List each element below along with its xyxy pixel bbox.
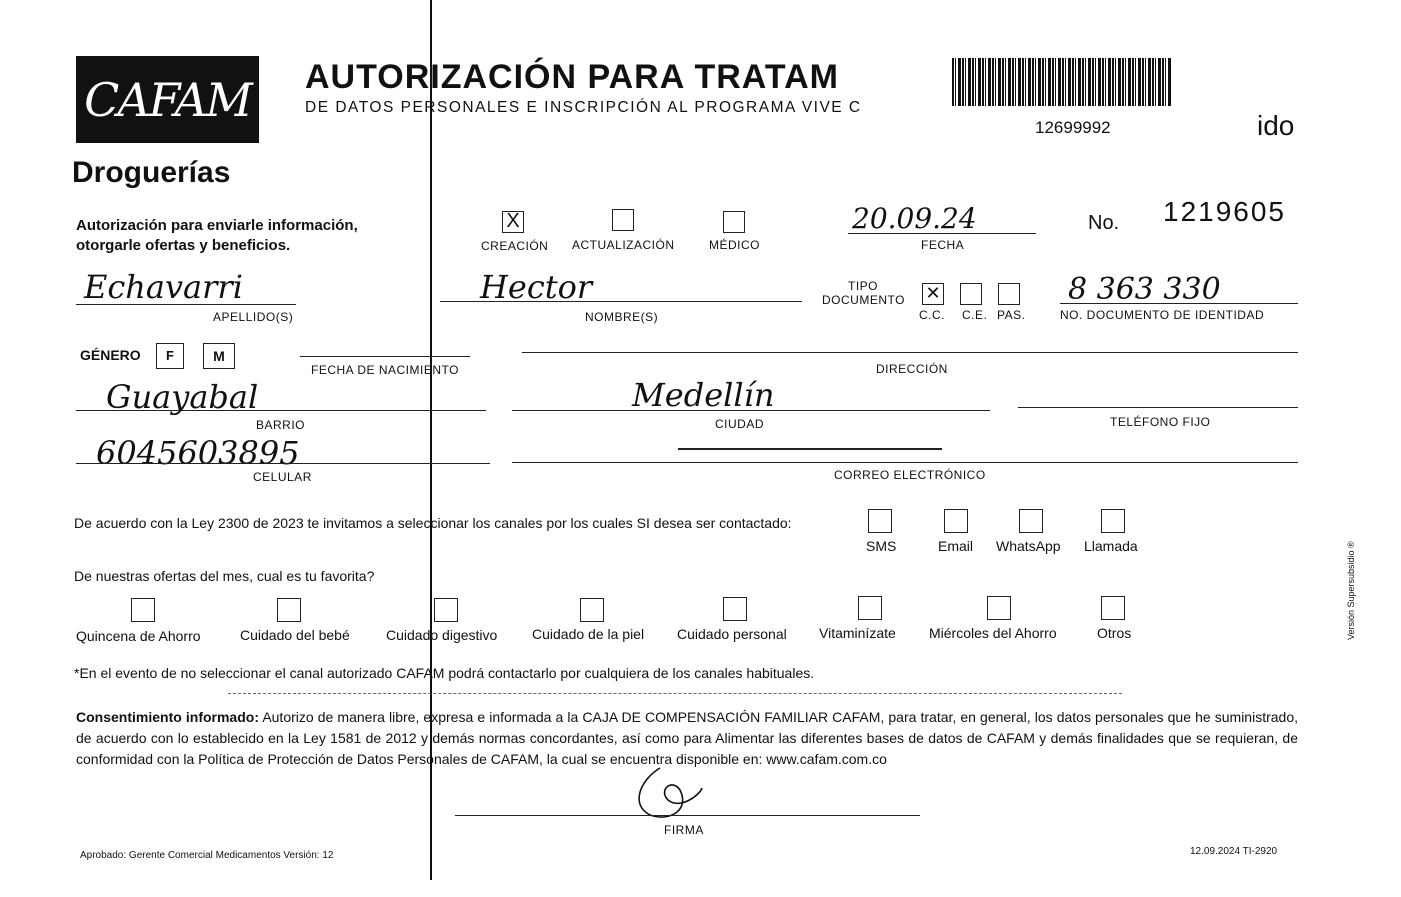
offer-digestivo-label: Cuidado digestivo <box>386 627 498 643</box>
offer-piel-checkbox[interactable] <box>580 598 604 622</box>
ciudad-value[interactable]: Medellín <box>632 376 775 414</box>
doc-number-label: NO. DOCUMENTO DE IDENTIDAD <box>1060 308 1265 322</box>
corner-text: ido <box>1257 110 1295 141</box>
creacion-checkbox[interactable] <box>502 211 524 233</box>
offer-vitaminizate-label: Vitaminízate <box>819 625 896 641</box>
email-label: Email <box>938 538 974 554</box>
consent-label: Consentimiento informado: <box>76 709 259 725</box>
offer-otros-checkbox[interactable] <box>1101 596 1125 620</box>
cc-checkbox[interactable]: ✕ <box>922 283 944 305</box>
sms-checkbox[interactable] <box>868 509 892 533</box>
signature-mark <box>620 760 720 830</box>
llamada-label: Llamada <box>1084 538 1138 554</box>
celular-label: CELULAR <box>253 470 312 484</box>
ciudad-label: CIUDAD <box>715 417 765 431</box>
intro-line1: Autorización para enviarle información, <box>76 217 358 234</box>
checkmark: X <box>506 210 520 232</box>
tipo-label: TIPO <box>848 279 879 293</box>
offer-bebe-checkbox[interactable] <box>277 598 301 622</box>
pas-checkbox[interactable] <box>998 283 1020 305</box>
form-subtitle: DE DATOS PERSONALES E INSCRIPCIÓN AL PROGRAMA VIVE C <box>305 99 862 116</box>
ce-checkbox[interactable] <box>960 283 982 305</box>
side-text: Versión Supersubsidio ® <box>1346 541 1356 640</box>
genero-m-checkbox[interactable] <box>203 343 235 369</box>
ciudad-line <box>512 410 990 411</box>
ce-label: C.E. <box>962 308 988 322</box>
intro-line2: otorgarle ofertas y beneficios. <box>76 237 291 254</box>
offer-quincena-checkbox[interactable] <box>131 598 155 622</box>
pas-label: PAS. <box>997 308 1026 322</box>
offer-miercoles-checkbox[interactable] <box>987 596 1011 620</box>
date-value[interactable]: 20.09.24 <box>852 202 977 235</box>
nacimiento-label: FECHA DE NACIMIENTO <box>311 363 459 377</box>
offer-personal-checkbox[interactable] <box>723 597 747 621</box>
correo-line <box>512 462 1298 463</box>
direccion-line <box>522 352 1298 353</box>
offer-quincena-label: Quincena de Ahorro <box>76 628 201 644</box>
direccion-label: DIRECCIÓN <box>876 362 948 376</box>
offer-bebe-label: Cuidado del bebé <box>240 627 350 643</box>
offers-question: De nuestras ofertas del mes, cual es tu favorita? <box>74 568 375 584</box>
creacion-label: CREACIÓN <box>481 239 549 253</box>
barcode-number: 12699992 <box>1035 118 1111 137</box>
signature-label: FIRMA <box>664 823 704 837</box>
offer-piel-label: Cuidado de la piel <box>532 626 645 642</box>
form-title: AUTORIZACIÓN PARA TRATAM <box>305 58 839 96</box>
apellidos-line <box>76 304 296 305</box>
apellidos-value[interactable]: Echavarri <box>84 268 243 306</box>
intro-text <box>76 216 358 256</box>
footnote: *En el evento de no seleccionar el canal autorizado CAFAM podrá contactarlo por cualquiera de los canales habituales. <box>74 665 815 681</box>
signature-line <box>455 815 920 816</box>
genero-f-checkbox[interactable] <box>156 343 184 369</box>
date-label: FECHA <box>921 238 965 252</box>
correo-label: CORREO ELECTRÓNICO <box>834 468 986 482</box>
barrio-label: BARRIO <box>256 418 306 432</box>
barrio-value[interactable]: Guayabal <box>106 378 259 416</box>
correo-mark <box>678 448 942 450</box>
celular-line <box>76 463 490 464</box>
whatsapp-label: WhatsApp <box>996 538 1061 554</box>
telefono-label: TELÉFONO FIJO <box>1110 415 1211 429</box>
actualizacion-label: ACTUALIZACIÓN <box>572 238 675 252</box>
celular-value[interactable]: 6045603895 <box>96 434 300 472</box>
sms-label: SMS <box>866 538 897 554</box>
separator <box>228 693 1122 694</box>
date-line <box>848 233 1036 234</box>
actualizacion-checkbox[interactable] <box>612 209 634 231</box>
genero-label: GÉNERO <box>80 347 141 363</box>
nombres-label: NOMBRE(S) <box>585 310 659 324</box>
footer-approved: Aprobado: Gerente Comercial Medicamentos Versión: 12 <box>80 850 334 861</box>
offer-personal-label: Cuidado personal <box>677 626 787 642</box>
whatsapp-checkbox[interactable] <box>1019 509 1043 533</box>
apellidos-label: APELLIDO(S) <box>213 310 294 324</box>
nombres-line <box>440 301 802 302</box>
genero-m-text: M <box>213 348 225 364</box>
documento-label: DOCUMENTO <box>822 293 905 307</box>
doc-number-line <box>1060 303 1298 304</box>
llamada-checkbox[interactable] <box>1101 509 1125 533</box>
medico-checkbox[interactable] <box>723 211 745 233</box>
consent-text: Autorizo de manera libre, expresa e informada a la CAJA DE COMPENSACIÓN FAMILIAR CAFAM, para tratar, en general, los datos personales que he suministrado, de acuerdo con lo establecido en la Ley 1581 de 2012 y demás normas concordantes, así como para Alimentar las diferentes bases de datos de CAFAM y demás finalidades que se requieran, de conformidad con la Política de Protección de Datos Personales de CAFAM, la cual se encuentra disponible en: www.cafam.com.co <box>76 709 1299 767</box>
barcode <box>952 58 1172 106</box>
barrio-line <box>76 410 486 411</box>
offer-vitaminizate-checkbox[interactable] <box>858 596 882 620</box>
number-label: No. <box>1088 212 1120 234</box>
brand-subtitle: Droguerías <box>72 156 231 189</box>
number-value: 1219605 <box>1163 196 1287 227</box>
channels-question: De acuerdo con la Ley 2300 de 2023 te invitamos a seleccionar los canales por los cuales SI desea ser contactado: <box>74 515 792 531</box>
footer-code: 12.09.2024 TI-2920 <box>1190 846 1278 857</box>
cc-label: C.C. <box>919 308 945 322</box>
medico-label: MÉDICO <box>709 238 760 252</box>
nombres-value[interactable]: Hector <box>480 268 593 306</box>
genero-f-text: F <box>166 348 174 363</box>
nacimiento-line <box>300 356 470 357</box>
offer-digestivo-checkbox[interactable] <box>434 598 458 622</box>
cafam-logo: CAFAM <box>76 56 259 143</box>
email-checkbox[interactable] <box>944 509 968 533</box>
doc-number-value[interactable]: 8 363 330 <box>1068 272 1221 307</box>
offer-otros-label: Otros <box>1097 625 1132 641</box>
offer-miercoles-label: Miércoles del Ahorro <box>929 625 1057 641</box>
telefono-line <box>1018 407 1298 408</box>
